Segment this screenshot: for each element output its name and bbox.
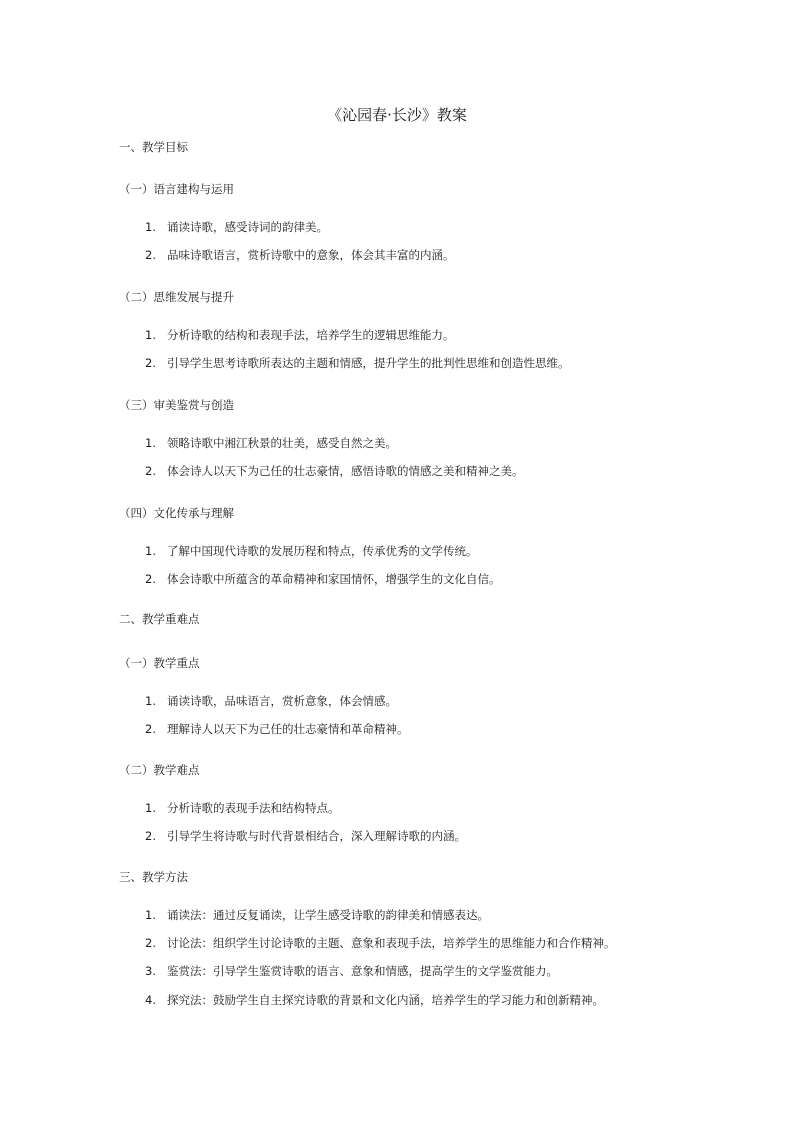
list-item-text: 讨论法：组织学生讨论诗歌的主题、意象和表现手法，培养学生的思维能力和合作精神。	[167, 936, 616, 950]
list-item	[145, 934, 616, 952]
list-item-text: 诵读法：通过反复诵读，让学生感受诗歌的韵律美和情感表达。	[167, 908, 489, 922]
list-item-number: 2.	[145, 356, 156, 370]
document-title: 《沁园春·长沙》教案	[327, 106, 467, 124]
list-item-number: 2.	[145, 936, 156, 950]
list-item	[145, 692, 397, 710]
list-item	[145, 462, 524, 480]
list-item-number: 2.	[145, 829, 156, 843]
list-item-text: 鉴赏法：引导学生鉴赏诗歌的语言、意象和情感，提高学生的文学鉴赏能力。	[167, 964, 558, 978]
list-item-text: 品味诗歌语言，赏析诗歌中的意象，体会其丰富的内涵。	[167, 248, 455, 262]
list-item	[145, 434, 397, 452]
list-item	[145, 246, 455, 264]
list-item	[145, 720, 409, 738]
subsection-heading: （三）审美鉴赏与创造	[119, 398, 234, 412]
list-item-number: 1.	[145, 328, 156, 342]
list-item-text: 体会诗歌中所蕴含的革命精神和家国情怀，增强学生的文化自信。	[167, 572, 501, 586]
list-item-number: 2.	[145, 248, 156, 262]
list-item-text: 探究法：鼓励学生自主探究诗歌的背景和文化内涵，培养学生的学习能力和创新精神。	[167, 993, 604, 1007]
list-item-number: 1.	[145, 544, 156, 558]
list-item-number: 1.	[145, 694, 156, 708]
list-item-number: 4.	[145, 993, 156, 1007]
list-item	[145, 991, 604, 1009]
list-item-text: 了解中国现代诗歌的发展历程和特点，传承优秀的文学传统。	[167, 544, 478, 558]
list-item-text: 理解诗人以天下为己任的壮志豪情和革命精神。	[167, 722, 409, 736]
subsection-heading: （二）教学难点	[119, 763, 200, 777]
list-item	[145, 799, 340, 817]
list-item-text: 诵读诗歌，品味语言，赏析意象，体会情感。	[167, 694, 397, 708]
subsection-heading: （一）语言建构与运用	[119, 182, 234, 196]
list-item-number: 2.	[145, 464, 156, 478]
list-item-number: 1.	[145, 220, 156, 234]
list-item-text: 体会诗人以天下为己任的壮志豪情，感悟诗歌的情感之美和精神之美。	[167, 464, 524, 478]
list-item-text: 领略诗歌中湘江秋景的壮美，感受自然之美。	[167, 436, 397, 450]
subsection-heading: （四）文化传承与理解	[119, 506, 234, 520]
list-item-text: 诵读诗歌，感受诗词的韵律美。	[167, 220, 328, 234]
list-item	[145, 542, 478, 560]
list-item-number: 3.	[145, 964, 156, 978]
list-item	[145, 354, 570, 372]
list-item-text: 分析诗歌的表现手法和结构特点。	[167, 801, 340, 815]
subsection-heading: （二）思维发展与提升	[119, 290, 234, 304]
list-item	[145, 570, 501, 588]
list-item-number: 1.	[145, 801, 156, 815]
list-item-number: 2.	[145, 572, 156, 586]
list-item	[145, 962, 558, 980]
section-heading: 一、教学目标	[119, 140, 188, 154]
list-item-text: 引导学生将诗歌与时代背景相结合，深入理解诗歌的内涵。	[167, 829, 466, 843]
list-item	[145, 326, 455, 344]
list-item	[145, 827, 466, 845]
section-heading: 二、教学重难点	[119, 612, 200, 626]
list-item-number: 1.	[145, 908, 156, 922]
list-item-number: 2.	[145, 722, 156, 736]
list-item-text: 分析诗歌的结构和表现手法，培养学生的逻辑思维能力。	[167, 328, 455, 342]
list-item-text: 引导学生思考诗歌所表达的主题和情感，提升学生的批判性思维和创造性思维。	[167, 356, 570, 370]
list-item-number: 1.	[145, 436, 156, 450]
subsection-heading: （一）教学重点	[119, 656, 200, 670]
list-item	[145, 906, 489, 924]
section-heading: 三、教学方法	[119, 870, 188, 884]
list-item	[145, 218, 328, 236]
